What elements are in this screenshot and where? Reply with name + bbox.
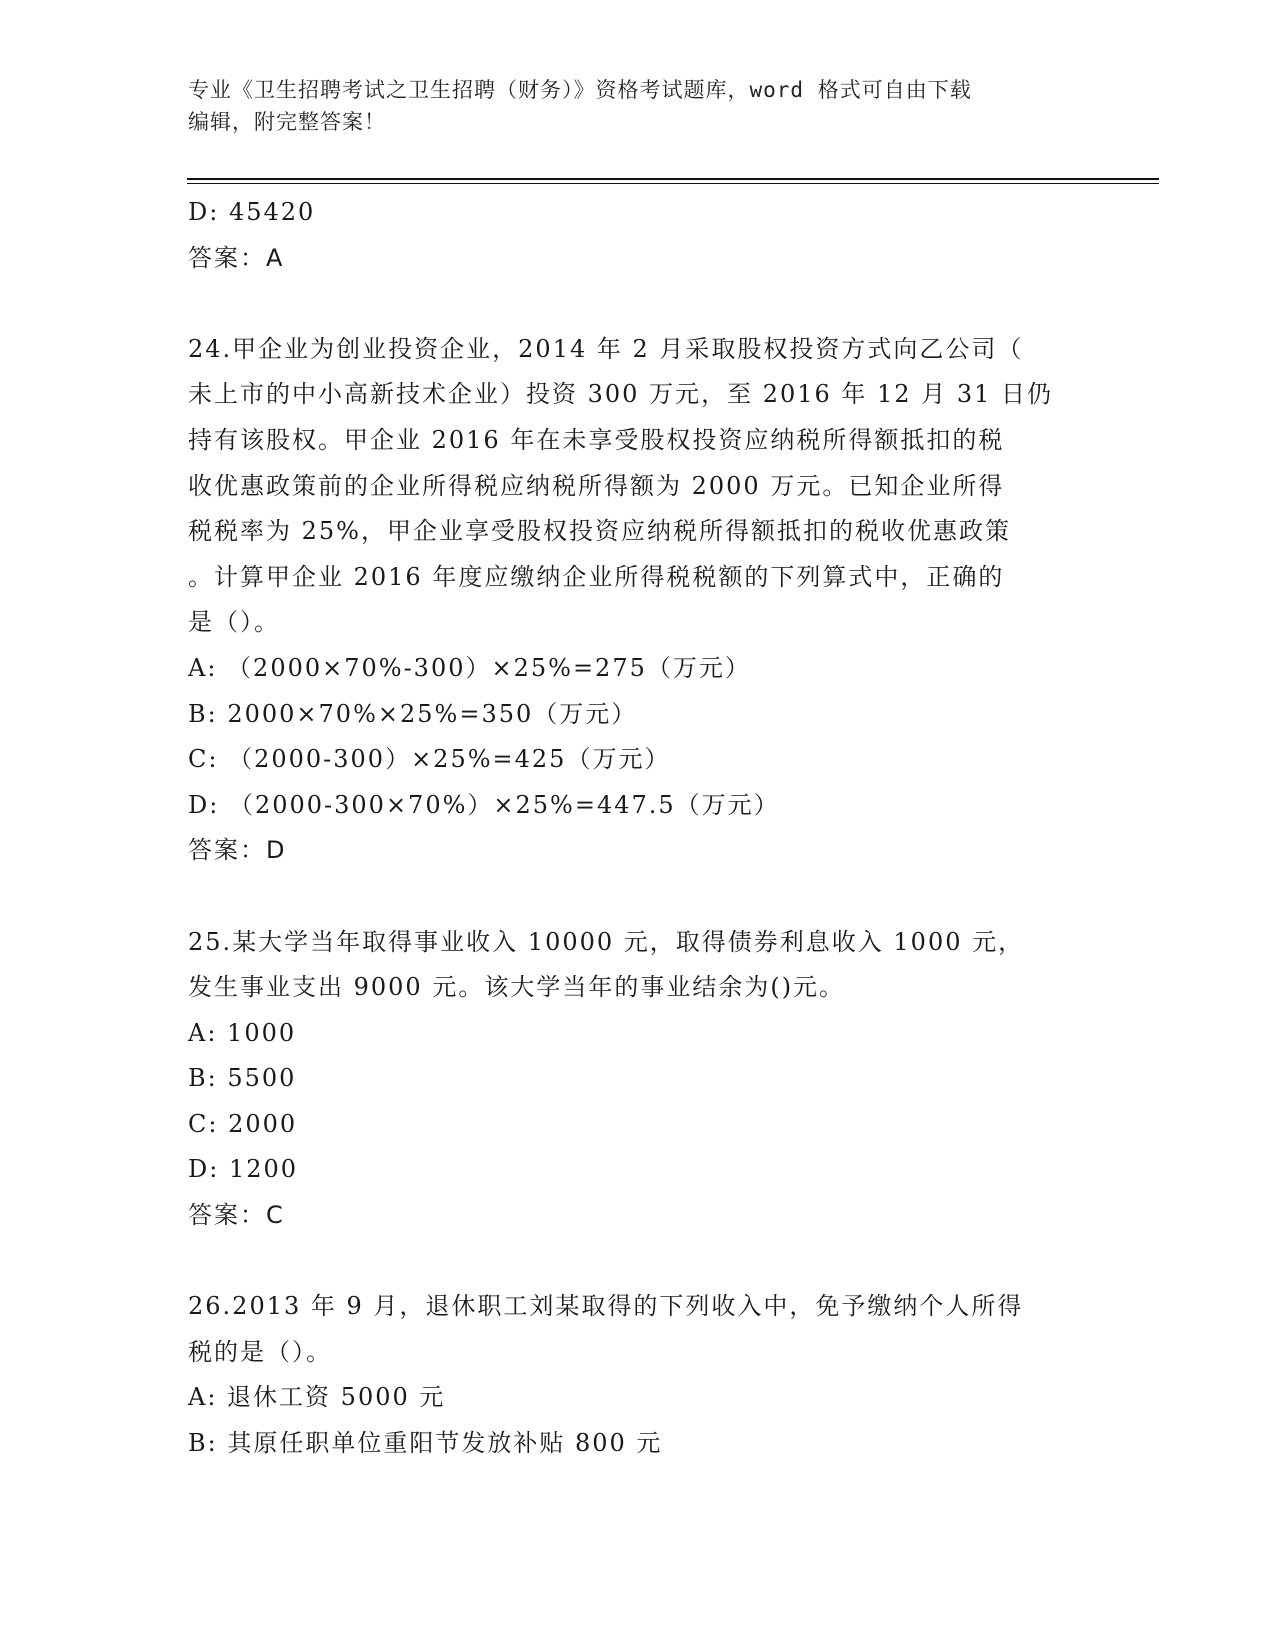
question-25-option-b: B: 5500 [188,1064,297,1093]
question-26-option-a: A: 退休工资 5000 元 [188,1383,446,1412]
spacer [188,281,1088,327]
question-26-option-b: B: 其原任职单位重阳节发放补贴 800 元 [188,1429,663,1458]
spacer [188,1239,1088,1285]
question-24-option-b: B: 2000×70%×25%=350（万元） [188,699,638,728]
header-line-1: 专业《卫生招聘考试之卫生招聘（财务）》资格考试题库，word 格式可自由下载 [188,78,972,102]
question-24-line: 收优惠政策前的企业所得税应纳税所得额为 2000 万元。已知企业所得 [188,471,1005,500]
header-rule-thin [187,183,1159,184]
question-25-option-a: A: 1000 [188,1018,297,1047]
question-24-line: 。计算甲企业 2016 年度应缴纳企业所得税税额的下列算式中，正确的 [188,562,1005,591]
question-26 [188,1284,1088,1466]
question-24-line: 未上市的中小高新技术企业）投资 300 万元，至 2016 年 12 月 31 日仍 [188,380,1053,409]
question-24-line: 24.甲企业为创业投资企业，2014 年 2 月采取股权投资方式向乙公司（ [188,334,1024,363]
header-line-2: 编辑，附完整答案！ [188,110,386,134]
spacer [188,874,1088,920]
question-24-line: 是（）。 [188,608,280,637]
document-body [188,190,1088,1467]
question-24-option-a: A: （2000×70%-300）×25%=275（万元） [188,653,751,682]
question-24-line: 持有该股权。甲企业 2016 年在未享受股权投资应纳税所得额抵扣的税 [188,425,1005,454]
question-25-line: 发生事业支出 9000 元。该大学当年的事业结余为()元。 [188,973,846,1002]
question-24 [188,327,1088,874]
question-24-option-c: C: （2000-300）×25%=425（万元） [188,745,671,774]
question-25-option-d: D: 1200 [188,1155,299,1184]
question-24-option-d: D: （2000-300×70%）×25%=447.5（万元） [188,790,780,819]
question-25-option-c: C: 2000 [188,1109,298,1138]
question-25 [188,920,1088,1239]
question-26-line: 26.2013 年 9 月，退休职工刘某取得的下列收入中，免予缴纳个人所得 [188,1292,1024,1321]
document-header [188,74,1088,138]
header-rule-thick [187,178,1159,180]
question-25-answer: 答案：C [188,1201,285,1230]
question-24-line: 税税率为 25%，甲企业享受股权投资应纳税所得额抵扣的税收优惠政策 [188,517,1011,546]
prev-option-d: D: 45420 [188,198,316,226]
question-24-answer: 答案：D [188,836,287,865]
question-25-line: 25.某大学当年取得事业收入 10000 元，取得债券利息收入 1000 元， [188,927,1025,956]
prev-answer: 答案：A [188,243,285,272]
question-26-line: 税的是（）。 [188,1337,332,1366]
